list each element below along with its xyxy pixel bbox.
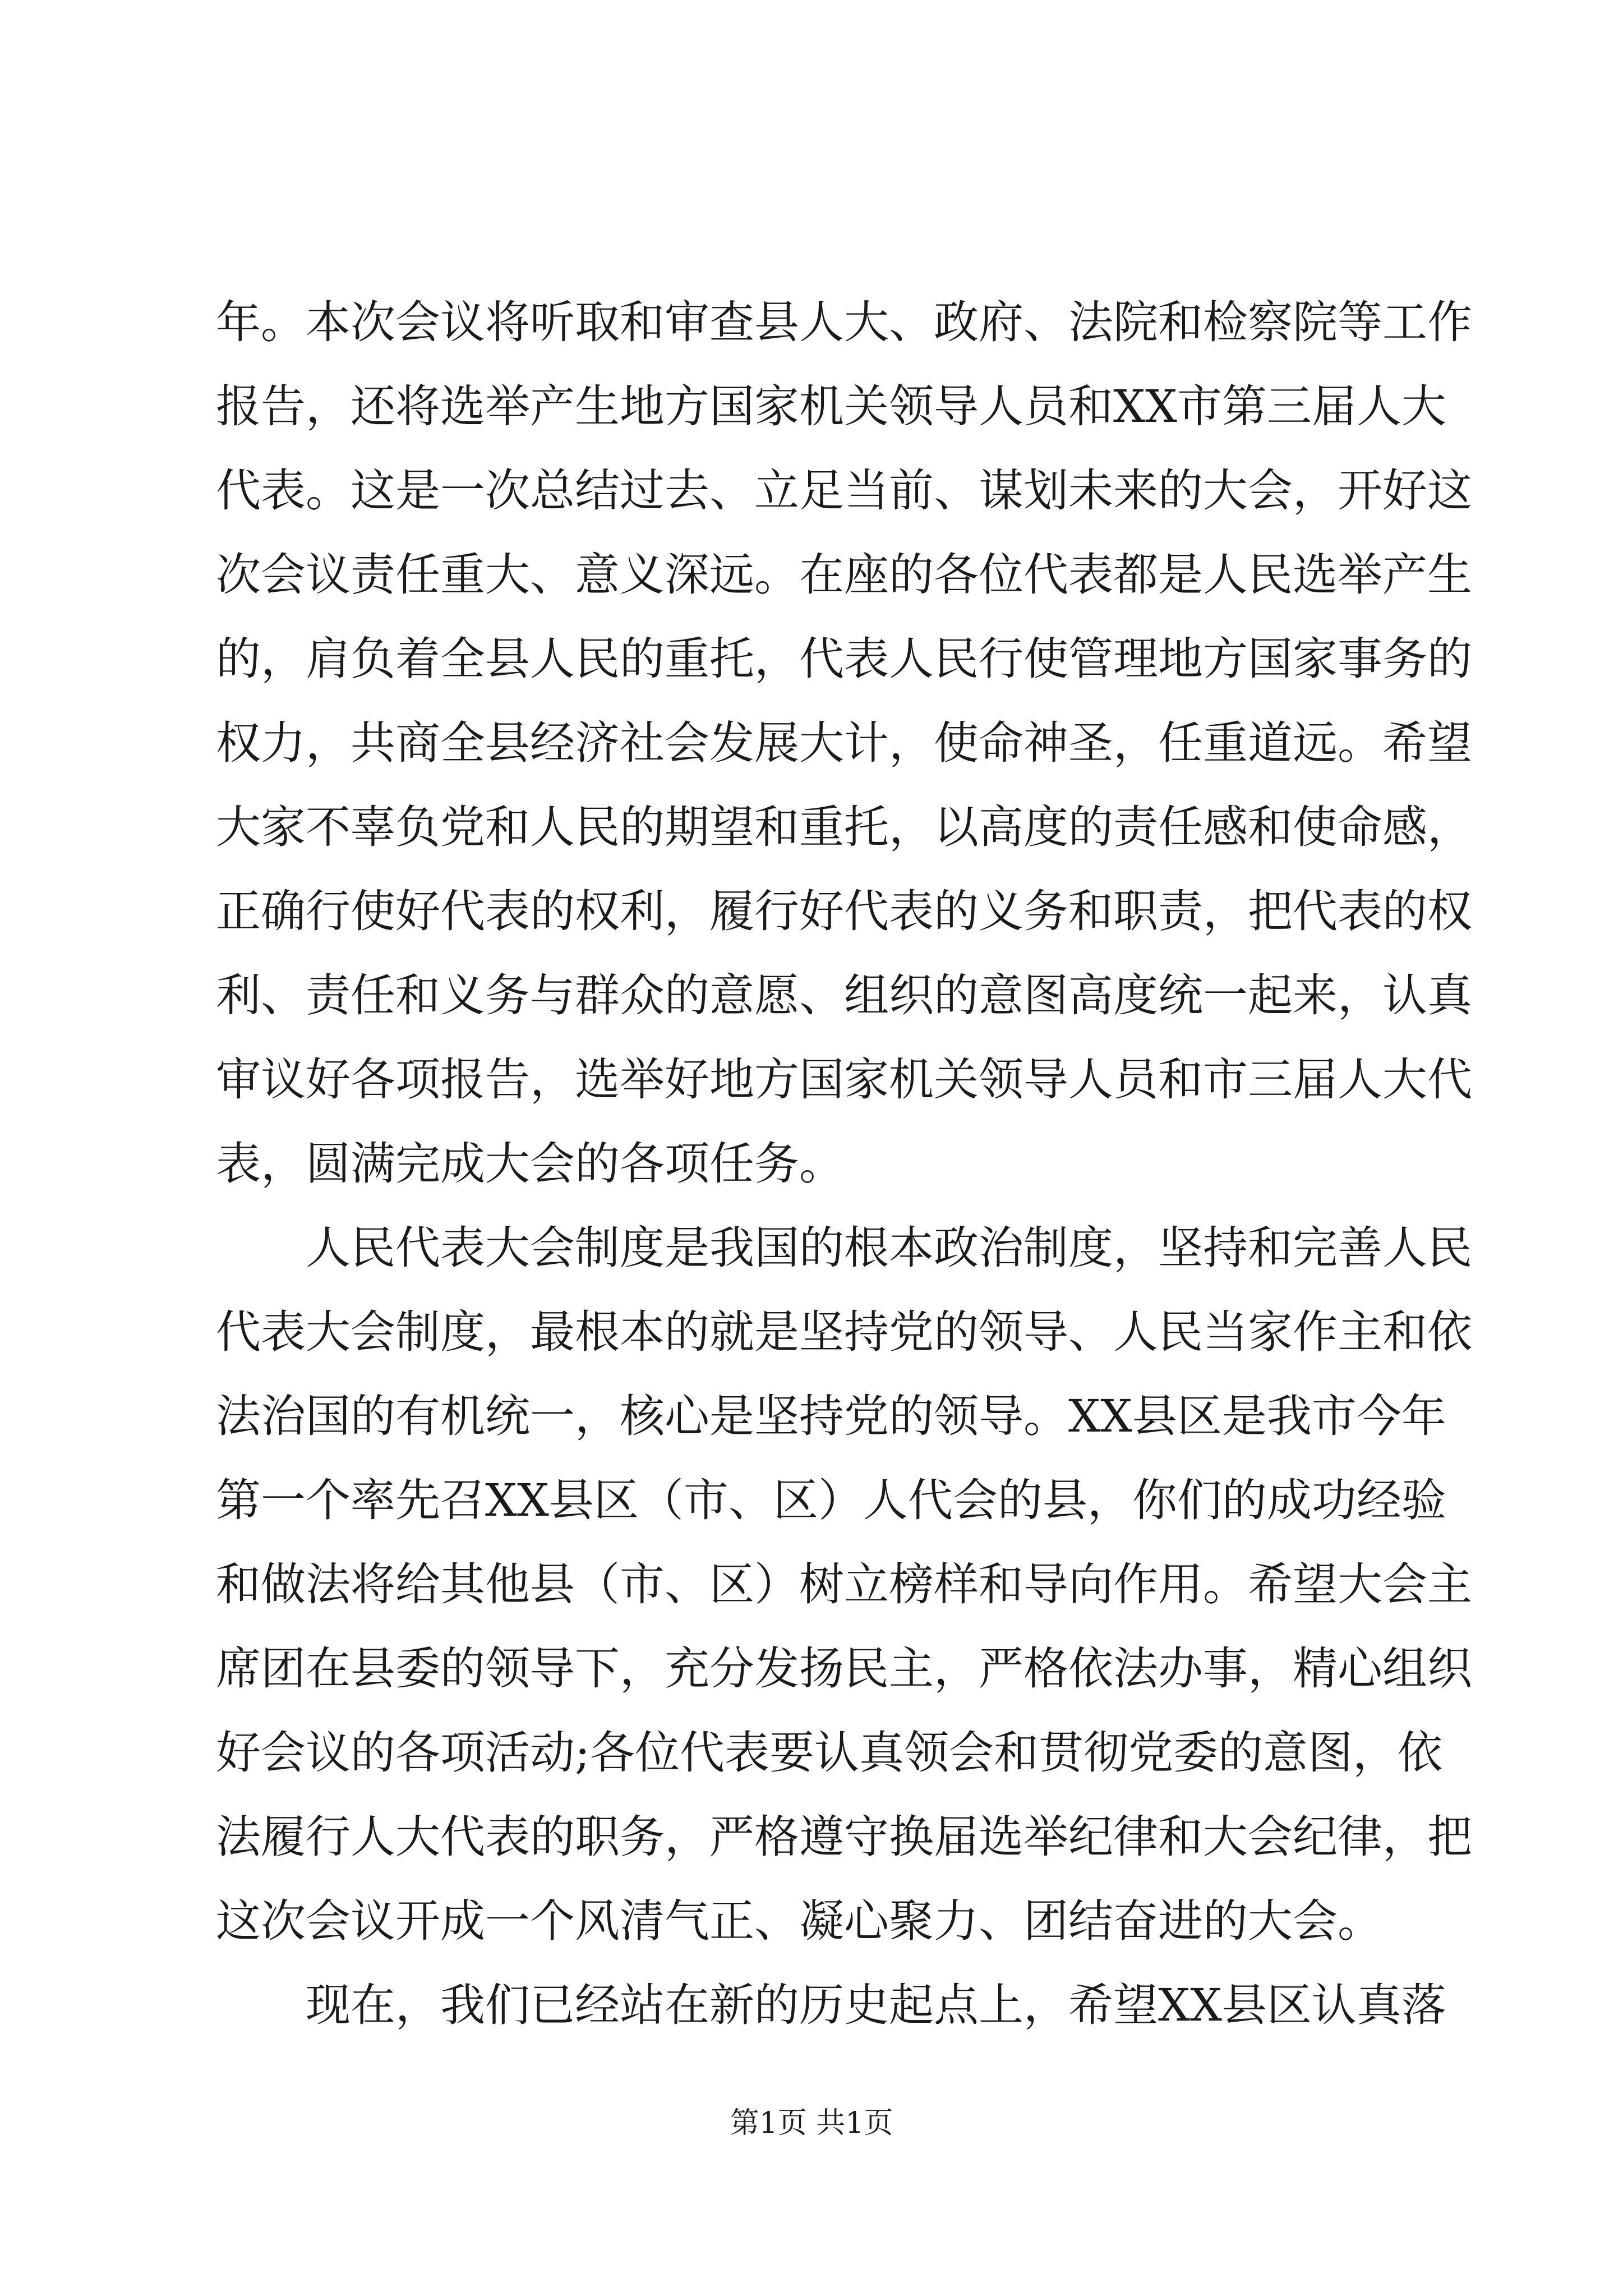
text-line: 代表大会制度，最根本的就是坚持党的领导、人民当家作主和依 — [216, 1306, 1472, 1358]
text-line: 法治国的有机统一，核心是坚持党的领导。XX县区是我市今年 — [216, 1390, 1446, 1442]
text-line: 次会议责任重大、意义深远。在座的各位代表都是人民选举产生 — [216, 549, 1472, 601]
text-line: 年。本次会议将听取和审查县人大、政府、法院和检察院等工作 — [216, 296, 1472, 348]
text-line: 席团在县委的领导下，充分发扬民主，严格依法办事，精心组织 — [216, 1642, 1472, 1695]
text-line: 表，圆满完成大会的各项任务。 — [216, 1138, 844, 1190]
text-line: 审议好各项报告，选举好地方国家机关领导人员和市三届人大代 — [216, 1053, 1472, 1106]
text-line: 报告，还将选举产生地方国家机关领导人员和XX市第三届人大 — [216, 380, 1446, 432]
text-line: 法履行人大代表的职务，严格遵守换届选举纪律和大会纪律，把 — [216, 1811, 1472, 1863]
page-number-label: 第1页 共1页 — [730, 2106, 893, 2140]
text-line: 好会议的各项活动;各位代表要认真领会和贯彻党委的意图，依 — [216, 1727, 1442, 1779]
text-line: 和做法将给其他县（市、区）树立榜样和导向作用。希望大会主 — [216, 1558, 1472, 1611]
page-footer — [0, 2104, 1623, 2143]
document-body — [216, 280, 1472, 2047]
text-line: 的，肩负着全县人民的重托，代表人民行使管理地方国家事务的 — [216, 633, 1472, 685]
text-line: 这次会议开成一个风清气正、凝心聚力、团结奋进的大会。 — [216, 1895, 1382, 1947]
paragraph-first-line: 人民代表大会制度是我国的根本政治制度，坚持和完善人民 — [306, 1222, 1472, 1274]
text-line: 权力，共商全县经济社会发展大计，使命神圣，任重道远。希望 — [216, 717, 1472, 769]
text-line: 第一个率先召XX县区（市、区）人代会的县，你们的成功经验 — [216, 1474, 1446, 1526]
paragraph-first-line: 现在，我们已经站在新的历史起点上，希望XX县区认真落 — [306, 1979, 1446, 2031]
text-line: 正确行使好代表的权利，履行好代表的义务和职责，把代表的权 — [216, 885, 1472, 937]
text-line: 利、责任和义务与群众的意愿、组织的意图高度统一起来，认真 — [216, 969, 1472, 1022]
text-line: 代表。这是一次总结过去、立足当前、谋划未来的大会，开好这 — [216, 464, 1472, 517]
text-line: 大家不辜负党和人民的期望和重托，以高度的责任感和使命感， — [216, 801, 1472, 853]
